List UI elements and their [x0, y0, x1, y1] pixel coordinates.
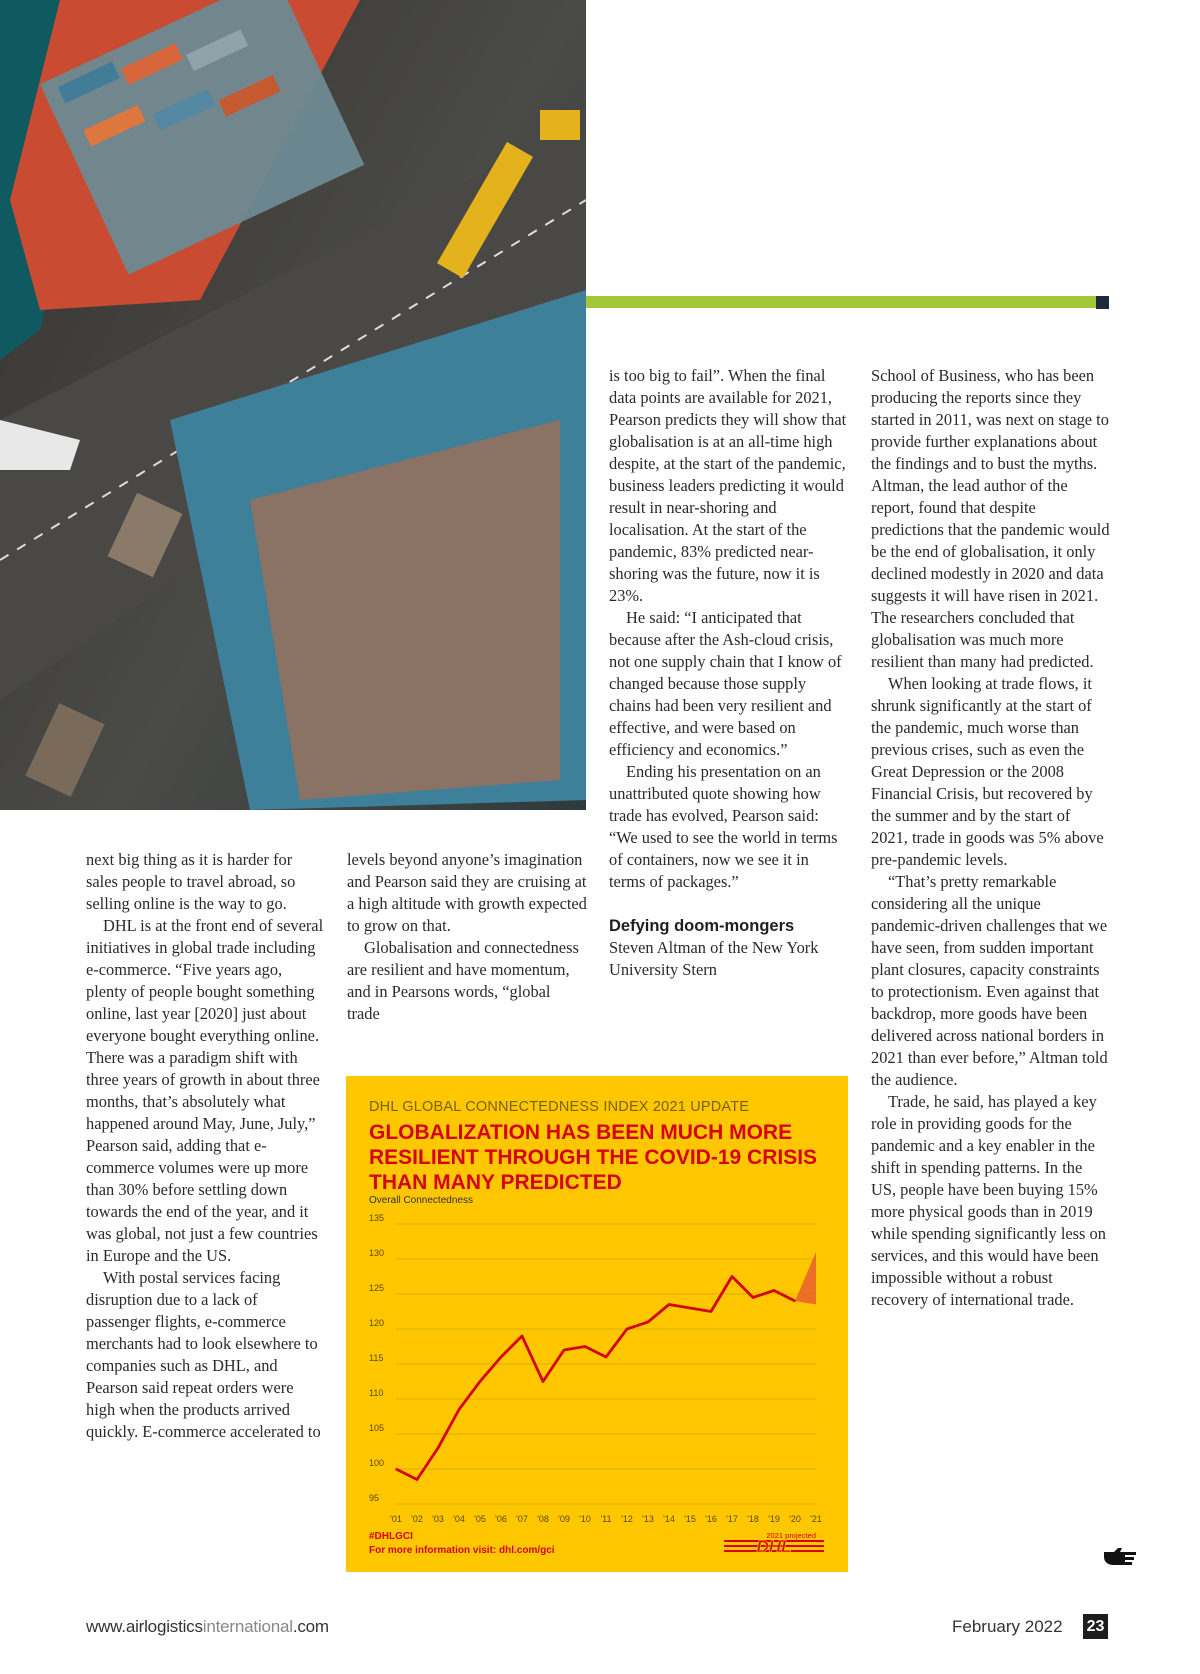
url-light: international — [202, 1617, 293, 1636]
url-main: www.airlogistics — [86, 1617, 203, 1636]
connectedness-chart — [346, 1076, 848, 1572]
data-point — [605, 1356, 607, 1358]
dhl-infographic — [346, 1076, 848, 1572]
projected-label: 2021 projected — [766, 1531, 816, 1540]
data-point — [500, 1356, 502, 1358]
accent-square — [1096, 296, 1109, 309]
x-tick-label: '19 — [768, 1514, 780, 1524]
data-point — [731, 1276, 733, 1278]
paragraph: When looking at trade flows, it shrunk significantly at the start of the pandemic, much worse than previous crises, such as even the Great Depression or the 2008 Financial Crisis, but recovered by the summer and by the start of 2021, trade in goods was 5% above pre-pandemic levels. — [871, 674, 1104, 869]
x-tick-label: '18 — [747, 1514, 759, 1524]
infographic-kicker: DHL GLOBAL CONNECTEDNESS INDEX 2021 UPDATE — [369, 1099, 750, 1115]
article-column-4 — [871, 365, 1111, 1311]
x-tick-label: '15 — [684, 1514, 696, 1524]
y-tick-label: 100 — [369, 1458, 385, 1468]
data-point — [752, 1297, 754, 1299]
x-tick-label: '13 — [642, 1514, 654, 1524]
data-point — [794, 1300, 796, 1302]
data-point — [542, 1381, 544, 1383]
paragraph: Ending his presentation on an unattributed quote showing how trade has evolved, Pearson said: “We used to see the world in terms of containers, now we see it in terms of packages.” — [609, 762, 838, 891]
x-tick-label: '17 — [726, 1514, 738, 1524]
data-point — [647, 1321, 649, 1323]
data-point — [710, 1311, 712, 1313]
data-point — [668, 1304, 670, 1306]
data-point — [416, 1479, 418, 1481]
data-point — [437, 1447, 439, 1449]
paragraph: DHL is at the front end of several initiatives in global trade including e-commerce. “Five years ago, plenty of people bought something online, last year [2020] just about everyone bought everything online. There was a paradigm shift with three years of growth in about three months, that’s absolutely what happened around May, June, July,” Pearson said, adding that e-commerce volumes were up more than 30% before settling down towards the end of the year, and it was global, not just a few countries in Europe and the US. — [86, 916, 324, 1265]
paragraph: With postal services facing disruption due to a lack of passenger flights, e-commerce merchants had to look elsewhere to companies such as DHL, and Pearson said repeat orders were high when the products arrived quickly. E-commerce accelerated to — [86, 1268, 321, 1441]
data-point — [584, 1346, 586, 1348]
paragraph: School of Business, who has been producing the reports since they started in 2011, was next on stage to provide further explanations about the findings and to bust the myths. Altman, the lead author of the report, found that despite predictions that the pandemic would be the end of globalisation, it only declined modestly in 2020 and data suggests it will have risen in 2021. The researchers concluded that globalisation was much more resilient than many had predicted. — [871, 366, 1110, 671]
accent-bar — [586, 296, 1096, 308]
y-tick-label: 105 — [369, 1423, 385, 1433]
x-tick-label: '03 — [432, 1514, 444, 1524]
x-tick-label: '20 — [789, 1514, 801, 1524]
x-tick-label: '21 — [810, 1514, 822, 1524]
section-heading: Defying doom-mongers — [609, 917, 795, 935]
chart-title: Overall Connectedness — [369, 1195, 473, 1206]
paragraph: levels beyond anyone’s imagination and Pearson said they are cruising at a high altitude with growth expected to grow on that. — [347, 850, 587, 935]
x-tick-label: '05 — [474, 1514, 486, 1524]
x-tick-label: '16 — [705, 1514, 717, 1524]
paragraph: Globalisation and connectedness are resilient and have momentum, and in Pearsons words, “global trade — [347, 938, 579, 1023]
infographic-headline: GLOBALIZATION HAS BEEN MUCH MORE RESILIENT THROUGH THE COVID-19 CRISIS THAN MANY PREDICTED — [369, 1121, 818, 1194]
infographic-hashtag: #DHLGCI — [369, 1531, 413, 1542]
paragraph: Steven Altman of the New York University Stern — [609, 938, 819, 979]
data-point — [458, 1409, 460, 1411]
x-tick-label: '09 — [558, 1514, 570, 1524]
page-number: 23 — [1083, 1614, 1108, 1639]
x-tick-label: '12 — [621, 1514, 633, 1524]
paragraph: next big thing as it is harder for sales people to travel abroad, so selling online is the way to go. — [86, 850, 296, 913]
x-tick-label: '10 — [579, 1514, 591, 1524]
data-point — [563, 1349, 565, 1351]
footer-url[interactable] — [86, 1617, 329, 1637]
y-tick-label: 95 — [369, 1493, 380, 1503]
paragraph: “That’s pretty remarkable considering all the unique pandemic-driven challenges that we have seen, from sudden important plant closures, capacity constraints to protectionism. Even against that backdrop, more goods have been delivered across national borders in 2021 than ever before,” Altman told the audience. — [871, 872, 1108, 1089]
x-tick-label: '01 — [390, 1514, 402, 1524]
x-tick-label: '08 — [537, 1514, 549, 1524]
data-point — [626, 1328, 628, 1330]
y-tick-label: 120 — [369, 1318, 385, 1328]
data-point — [395, 1468, 397, 1470]
series-line — [396, 1277, 795, 1480]
y-tick-label: 125 — [369, 1283, 385, 1293]
y-tick-label: 115 — [369, 1353, 384, 1363]
projection-wedge — [795, 1252, 816, 1305]
pointing-hand-icon — [1102, 1546, 1138, 1568]
y-tick-label: 135 — [369, 1213, 385, 1223]
y-tick-label: 110 — [369, 1388, 384, 1398]
url-end: .com — [292, 1617, 329, 1636]
article-column-3 — [609, 365, 849, 981]
x-tick-label: '02 — [411, 1514, 423, 1524]
dhl-logo-icon — [724, 1536, 824, 1556]
data-point — [773, 1290, 775, 1292]
issue-date: February 2022 — [952, 1617, 1063, 1636]
x-tick-label: '04 — [453, 1514, 465, 1524]
x-tick-label: '14 — [663, 1514, 675, 1524]
x-tick-label: '11 — [600, 1514, 612, 1524]
article-column-2 — [347, 849, 587, 1025]
data-point — [479, 1381, 481, 1383]
container-ship-illustration — [0, 0, 586, 810]
infographic-info: For more information visit: dhl.com/gci — [369, 1545, 555, 1556]
paragraph: He said: “I anticipated that because after the Ash-cloud crisis, not one supply chain that I know of changed because those supply chains had been very resilient and effective, and were based on efficiency and economics.” — [609, 608, 842, 759]
y-tick-label: 130 — [369, 1248, 385, 1258]
data-point — [689, 1307, 691, 1309]
x-tick-label: '06 — [495, 1514, 507, 1524]
paragraph: Trade, he said, has played a key role in providing goods for the pandemic and a key enabler in the shift in spending patterns. In the US, people have been buying 15% more physical goods than in 2019 while spending significantly less on services, and this would have been impossible without a robust recovery of international trade. — [871, 1092, 1106, 1309]
paragraph: is too big to fail”. When the final data points are available for 2021, Pearson predicts they will show that globalisation is at an all-time high despite, at the start of the pandemic, business leaders predicting it would result in near-shoring and localisation. At the start of the pandemic, 83% predicted near-shoring was the future, now it is 23%. — [609, 366, 847, 605]
article-column-1 — [86, 849, 326, 1443]
container-ship-photo — [0, 0, 586, 810]
data-point — [521, 1335, 523, 1337]
svg-text:DHL: DHL — [756, 1537, 792, 1556]
x-tick-label: '07 — [516, 1514, 528, 1524]
